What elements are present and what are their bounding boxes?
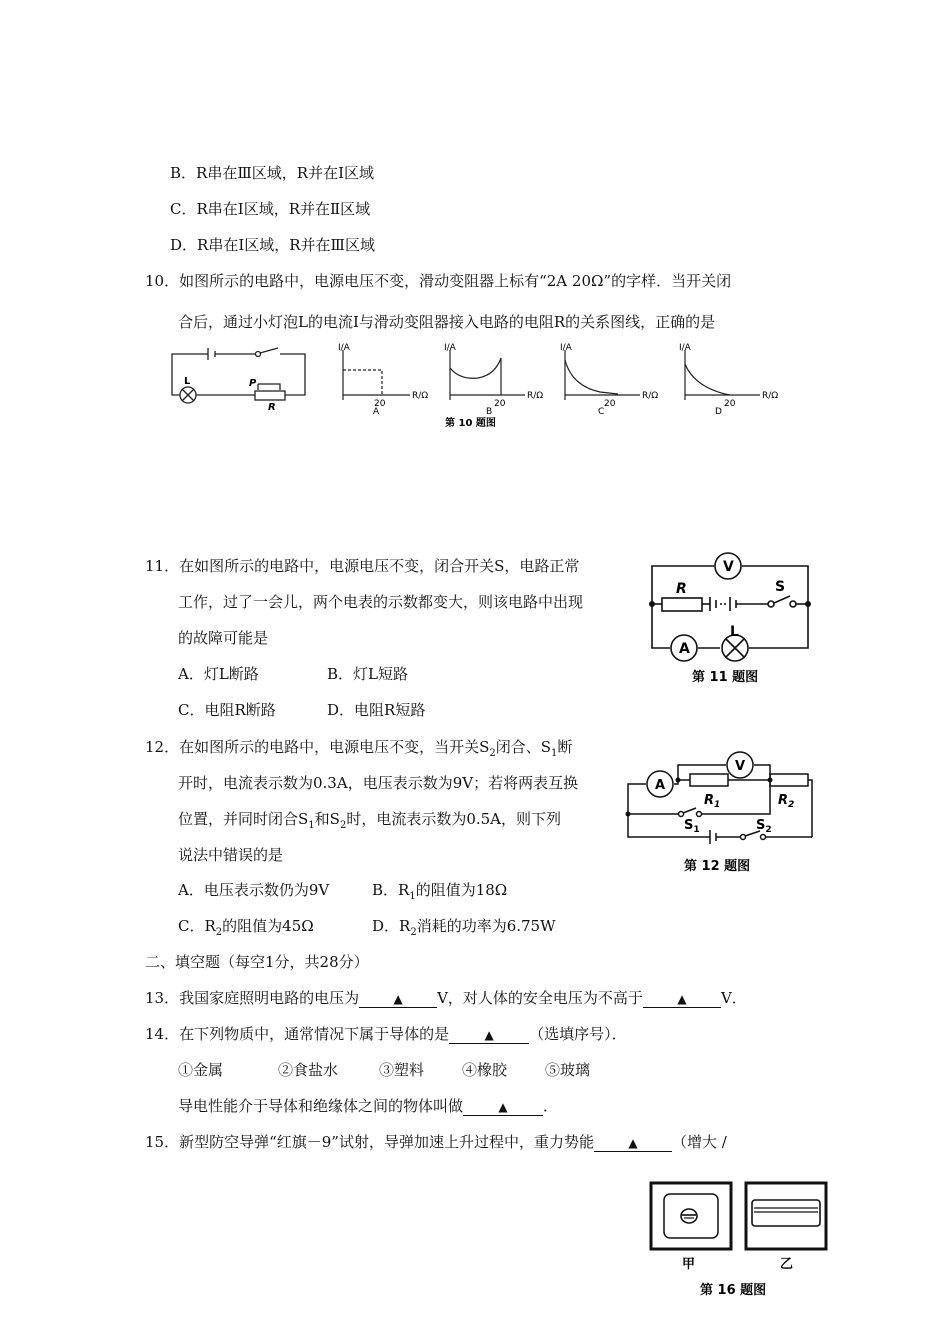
q16-figure-caption: 第 16 题图 [700,1283,767,1298]
q11-voltmeter-label: V [723,559,734,575]
q14-item-2: ②食盐水 [278,1061,339,1079]
q14-item-1: ①金属 [178,1061,224,1079]
q13-blank-1[interactable]: ▲ [359,991,437,1008]
q11-stem-line3: 的故障可能是 [178,629,269,647]
q10-graph-d-ylabel: I/A [679,343,691,353]
q11-figure [640,548,815,688]
q10-graph-a-xlabel: R/Ω [412,391,429,401]
q16-right-label: 乙 [780,1257,794,1272]
q11-option-b: B．灯L短路 [327,665,408,683]
q10-graph-b-tick: 20 [494,399,506,409]
q10-stem-line2: 合后，通过小灯泡L的电流I与滑动变阻器接入电路的电阻R的关系图线，正确的是 [178,313,716,331]
q9-option-c: C．R串在Ⅰ区域，R并在Ⅱ区域 [170,200,371,218]
q11-option-d: D．电阻R短路 [327,701,426,719]
q12-stem-line3: 位置，并同时闭合$S_1$和$S_2$时，电流表示数为0.5A，则下列 [178,810,562,831]
q9-option-b: B．R串在Ⅲ区域，R并在Ⅰ区域 [170,164,375,182]
q14-item-4: ④橡胶 [462,1061,508,1079]
q11-ammeter-label: A [679,641,690,657]
q10-figure-caption: 第 10 题图 [445,418,496,429]
q10-graph-b-label: B [486,407,493,417]
q10-graph-a-ylabel: I/A [338,343,350,353]
q10-lamp-label: L [184,376,191,387]
q12-option-b: B．$R_1$的阻值为18Ω [372,881,508,902]
q12-r1-label: $R_1$ [704,793,721,810]
q16-figure [640,1176,835,1304]
q14-item-5: ⑤玻璃 [545,1061,591,1079]
q13: 13．我国家庭照明电路的电压为 ▲ V，对人体的安全电压为不高于 ▲ V． [145,989,747,1007]
q12-s2-label: $S_2$ [756,818,772,835]
q11-lamp-label: L [730,624,739,640]
q10-graph-b-xlabel: R/Ω [527,391,544,401]
q10-resistor-label: R [268,402,276,413]
q12-stem-line1: 12．在如图所示的电路中，电源电压不变，当开关$S_2$闭合、$S_1$断 [145,738,573,759]
q11-stem-line2: 工作，过了一会儿，两个电表的示数都变大，则该电路中出现 [178,593,584,611]
q15-blank-1[interactable]: ▲ [594,1135,672,1152]
q12-option-c: C．$R_2$的阻值为45Ω [178,917,314,938]
q10-graph-d-label: D [715,407,722,417]
q10-graph-c-tick: 20 [604,399,616,409]
q10-graph-d-xlabel: R/Ω [762,391,779,401]
q14-line3: 导电性能介于导体和绝缘体之间的物体叫做 ▲ ． [178,1097,559,1115]
section-2-heading: 二、填空题（每空1分，共28分） [145,953,369,971]
q10-graph-d-tick: 20 [724,399,736,409]
q12-stem-line4: 说法中错误的是 [178,846,284,864]
q10-graph-c-ylabel: I/A [560,343,572,353]
q10-stem-line1: 10．如图所示的电路中，电源电压不变，滑动变阻器上标有“2A 20Ω”的字样．当开关闭 [145,272,732,290]
q12-option-a: A．电压表示数仍为9V [178,881,330,899]
q10-graph-a-tick: 20 [374,399,386,409]
q12-r2-label: $R_2$ [778,793,795,810]
q12-voltmeter-label: V [735,759,746,774]
q10-figure [160,340,800,430]
q13-blank-2[interactable]: ▲ [643,991,721,1008]
q10-graph-b-ylabel: I/A [444,343,456,353]
q11-resistor-label: R [676,581,687,597]
q10-graph-c-xlabel: R/Ω [642,391,659,401]
q14-blank-2[interactable]: ▲ [463,1099,543,1116]
q11-option-a: A．灯L断路 [178,665,259,683]
q12-stem-line2: 开时，电流表示数为0.3A，电压表示数为9V；若将两表互换 [178,774,579,792]
q11-option-c: C．电阻R断路 [178,701,276,719]
q14-item-3: ③塑料 [379,1061,425,1079]
q12-ammeter-label: A [655,778,666,793]
q11-stem-line1: 11．在如图所示的电路中，电源电压不变，闭合开关S，电路正常 [145,557,580,575]
q12-option-d: D．$R_2$消耗的功率为6.75W [372,917,556,938]
q12-s1-label: $S_1$ [684,818,700,835]
q12-figure [620,742,815,877]
q11-figure-caption: 第 11 题图 [692,670,759,685]
q11-switch-label: S [775,579,786,595]
q10-graph-c-label: C [598,407,605,417]
q15-stem: 15．新型防空导弹“红旗－9”试射，导弹加速上升过程中，重力势能 ▲ （增大 / [145,1133,727,1151]
q12-figure-caption: 第 12 题图 [684,859,751,874]
q14-blank-1[interactable]: ▲ [449,1027,529,1044]
q14-stem: 14．在下列物质中，通常情况下属于导体的是 ▲ （选填序号）． [145,1025,627,1043]
q16-left-label: 甲 [682,1257,696,1272]
q9-option-d: D．R串在Ⅰ区域，R并在Ⅲ区域 [170,236,376,254]
q10-graph-a-label: A [373,407,380,417]
q10-slider-label: P [249,378,257,389]
